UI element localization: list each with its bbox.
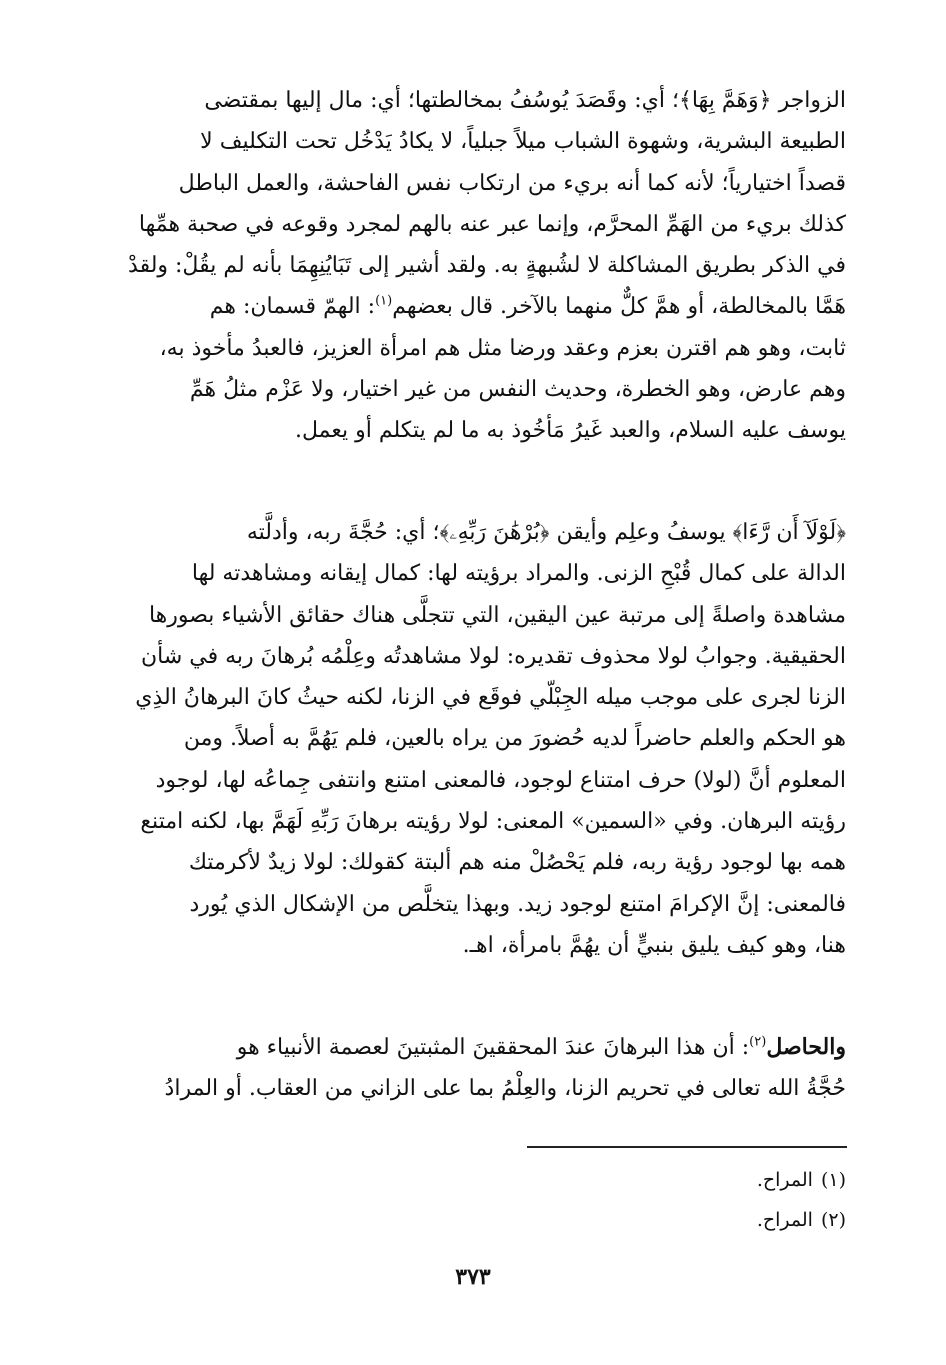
text-line-with-lead (76, 1027, 846, 1068)
text-line: مشاهدة واصلةً إلى مرتبة عين اليقين، التي تتجلَّى هناك حقائق الأشياء بصورها (148, 602, 846, 628)
text-line: الحقيقية. وجوابُ لولا محذوف تقديره: لولا مشاهدتُه وعِلْمُه بُرهانَ ربه في شأن (140, 643, 846, 669)
text-segment: : أن هذا البرهانَ عندَ المحققينَ المثبتينَ لعصمة الأنبياء هو (236, 1035, 750, 1060)
text-line: حُجَّةُ الله تعالى في تحريم الزنا، والعِلْمُ بما على الزاني من العقاب. أو المرادُ (164, 1076, 846, 1102)
text-segment: هَمَّا بالمخالطة، أو همَّ كلٌّ منهما بالآخر. قال بعضهم (392, 294, 846, 320)
footnote-marker: (١) (375, 294, 393, 310)
paragraph-1 (76, 80, 846, 452)
text-line: الزنا لجرى على موجب ميله الجِبْلّي فوقَع في الزنا، لكنه حيثُ كانَ البرهانُ الذِي (135, 685, 846, 711)
text-line: المعلوم أنَّ (لولا) حرف امتناع لوجود، فالمعنى امتنع وانتفى جِماعُه لها، لوجود (155, 767, 846, 793)
text-line: ﴿لَوْلَآ أَن رَّءَا﴾ يوسفُ وعلِم وأيقن ﴿بُرْهَٰنَ رَبِّهِۦ﴾؛ أي: حُجَّةَ ربه، وأدلَّته (246, 520, 846, 545)
page-number: ٣٧٣ (455, 1264, 491, 1290)
footnote-number: (١) (820, 1169, 846, 1191)
text-line: كذلك بريء من الهَمِّ المحرَّم، وإنما عبر عنه بالهم لمجرد وقوعه في صحبة همِّها (138, 211, 846, 237)
footnote-item (446, 1160, 846, 1200)
text-line: قصداً اختيارياً؛ لأنه كما أنه بريء من ارتكاب نفس الفاحشة، والعمل الباطل (178, 170, 846, 196)
footnote-item (446, 1200, 846, 1240)
text-line: الطبيعة البشرية، وشهوة الشباب ميلاً جبلياً، لا يكادُ يَدْخُل تحت التكليف لا (200, 129, 846, 155)
footnote-number: (٢) (820, 1209, 846, 1231)
text-line: الدالة على كمال قُبْحِ الزنى. والمراد برؤيته لها: كمال إيقانه ومشاهدته لها (191, 561, 846, 587)
text-line: رؤيته البرهان. وفي «السمين» المعنى: لولا رؤيته برهانَ رَبِّهِ لَهَمَّ بها، لكنه امتنع (140, 809, 846, 835)
text-segment: : الهمّ قسمان: هم (209, 294, 376, 320)
paragraph-3 (76, 1027, 846, 1110)
text-line: ثابت، وهو هم اقترن بعزم وعقد ورضا مثل هم امرأة العزيز، فالعبدُ مأخوذ به، (159, 335, 846, 361)
footnotes (446, 1160, 846, 1240)
paragraph-2 (76, 512, 846, 966)
footnote-marker: (٢) (749, 1034, 767, 1050)
footnote-text: المراح. (756, 1209, 813, 1231)
text-line: وهم عارض، وهو الخطرة، وحديث النفس من غير اختيار، ولا عَزْم مثلُ هَمِّ (189, 377, 846, 403)
text-line: يوسف عليه السلام، والعبد غَيرُ مَأخُوذ به ما لم يتكلم أو يعمل. (295, 418, 846, 444)
text-line: همه بها لوجود رؤية ربه، فلم يَحْصُلْ منه هم ألبتة كقولك: لولا زيدٌ لأكرمتك (188, 850, 846, 876)
text-line: هو الحكم والعلم حاضراً لديه حُضورَ من يراه بالعين، فلم يَهُمَّ به أصلاً. ومن (183, 726, 846, 752)
text-line: الزواجر ﴿وَهَمَّ بِهَا﴾؛ أي: وقَصَدَ يُوسُفُ بمخالطتها؛ أي: مال إليها بمقتضى (204, 88, 846, 113)
text-line: هنا، وهو كيف يليق بنبيٍّ أن يهُمَّ بامرأة، اهـ. (462, 932, 846, 958)
text-line: فالمعنى: إنَّ الإكرامَ امتنع لوجود زيد. وبهذا يتخلَّص من الإشكال الذي يُورد (189, 891, 846, 917)
footnote-separator (527, 1146, 847, 1148)
footnote-text: المراح. (756, 1169, 813, 1191)
text-line-with-footnote (76, 286, 846, 327)
lead-word: والحاصل (766, 1034, 846, 1060)
text-line: في الذكر بطريق المشاكلة لا لشُبهةٍ به. ولقد أشير إلى تَبَايُنِهِمَا بأنه لم يقُلْ: ولقدْ (128, 253, 846, 279)
